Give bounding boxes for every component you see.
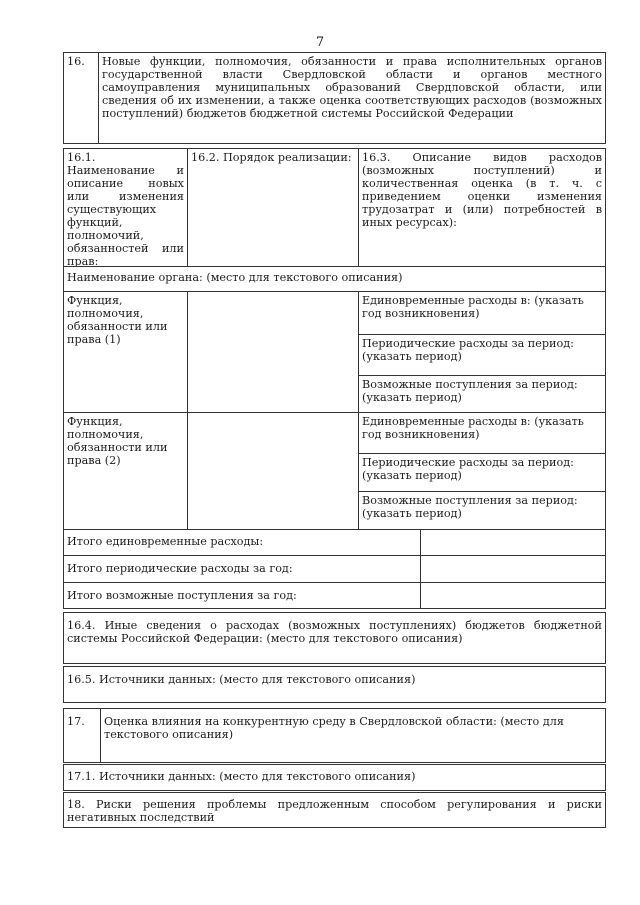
total-one-time-label: Итого единовременные расходы: <box>63 529 421 556</box>
section-16-title: Новые функции, полномочия, обязанности и права исполнительных органов государственной власти Свердловской области и органов местного самоуправления муниципальных образований Свердловской области, или сведения об их изменении, а также оценка соответствующих расходов (возможных поступлений) бюджетов бюджетной системы Российской Федерации <box>98 52 606 144</box>
section-18: 18. Риски решения проблемы предложенным способом регулирования и риски негативных последствий <box>63 792 606 828</box>
section-17-number: 17. <box>63 708 101 763</box>
total-income-label: Итого возможные поступления за год: <box>63 582 421 609</box>
function-2-implementation[interactable] <box>187 412 359 530</box>
total-periodic-value[interactable] <box>420 555 606 583</box>
section-16-3-header: 16.3. Описание видов расходов (возможных поступлений) и количественная оценка (в т. ч. с приведением оценки изменения трудозатрат и (или) потребностей в иных ресурсах): <box>358 148 606 267</box>
section-16-2-header: 16.2. Порядок реализации: <box>187 148 359 267</box>
section-17-title: Оценка влияния на конкурентную среду в Свердловской области: (место для текстового описания) <box>100 708 606 763</box>
section-16-5: 16.5. Источники данных: (место для текстового описания) <box>63 666 606 703</box>
section-17-1: 17.1. Источники данных: (место для текстового описания) <box>63 764 606 791</box>
total-income-value[interactable] <box>420 582 606 609</box>
function-2-label: Функция, полномочия, обязанности или права (2) <box>63 412 188 530</box>
function-1-one-time-expenses[interactable]: Единовременные расходы в: (указать год возникновения) <box>358 291 606 335</box>
page-number: 7 <box>315 35 325 50</box>
function-1-label: Функция, полномочия, обязанности или права (1) <box>63 291 188 413</box>
function-1-implementation[interactable] <box>187 291 359 413</box>
section-16-number: 16. <box>63 52 99 144</box>
section-16-4: 16.4. Иные сведения о расходах (возможных поступлениях) бюджетов бюджетной системы Российской Федерации: (место для текстового описания) <box>63 612 606 664</box>
section-16-1-header: 16.1. Наименование и описание новых или изменения существующих функций, полномочий, обязанностей или прав: <box>63 148 188 267</box>
function-1-periodic-expenses[interactable]: Периодические расходы за период: (указать период) <box>358 334 606 376</box>
function-2-one-time-expenses[interactable]: Единовременные расходы в: (указать год возникновения) <box>358 412 606 454</box>
function-2-possible-income[interactable]: Возможные поступления за период: (указать период) <box>358 491 606 530</box>
function-1-possible-income[interactable]: Возможные поступления за период: (указать период) <box>358 375 606 413</box>
total-one-time-value[interactable] <box>420 529 606 556</box>
total-periodic-label: Итого периодические расходы за год: <box>63 555 421 583</box>
function-2-periodic-expenses[interactable]: Периодические расходы за период: (указать период) <box>358 453 606 492</box>
organ-name-row: Наименование органа: (место для текстового описания) <box>63 266 606 292</box>
